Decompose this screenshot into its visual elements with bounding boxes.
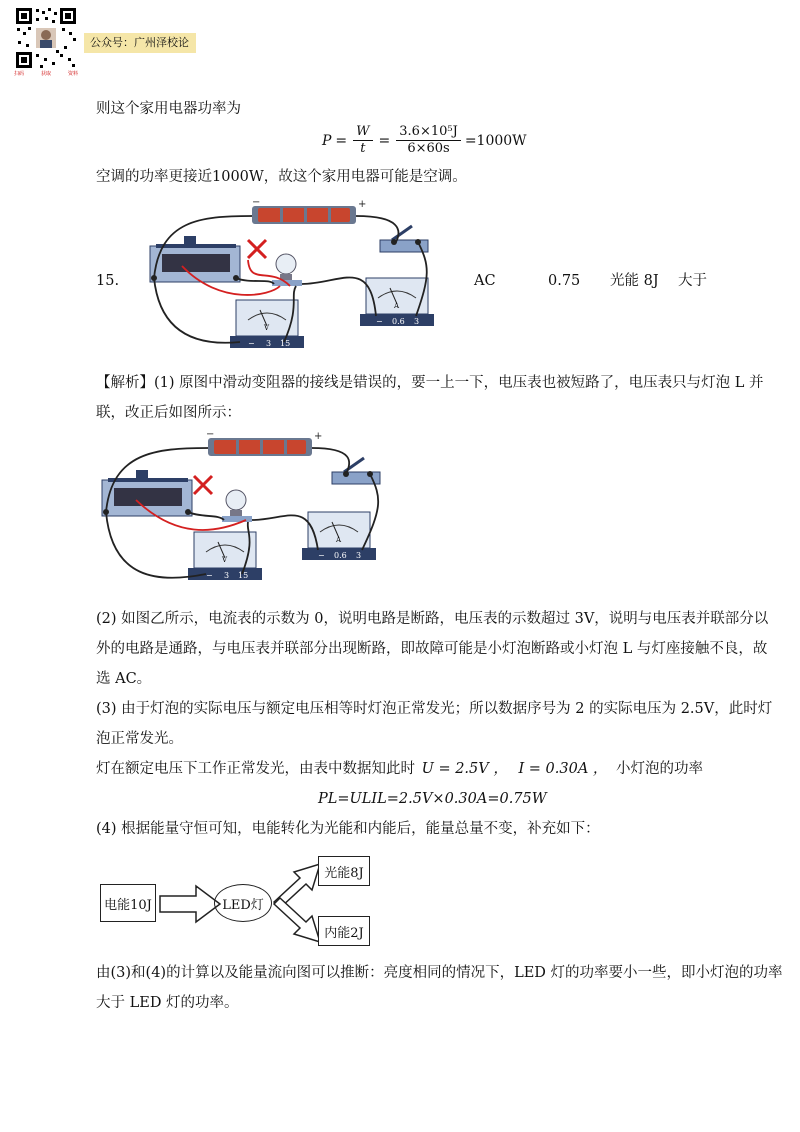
svg-text:−: − — [206, 429, 215, 440]
svg-text:0.6: 0.6 — [334, 551, 347, 560]
answer-1: AC — [474, 273, 496, 289]
energy-input-box: 电能10J — [100, 884, 156, 922]
analysis-p2-line2: 外的电路是通路，与电压表并联部分出现断路，即故障可能是小灯泡断路或小灯泡 L 与灯座接触不良，故 — [96, 641, 768, 657]
qr-code — [14, 6, 78, 70]
svg-text:15: 15 — [280, 339, 291, 348]
error-cross-icon — [248, 240, 266, 258]
rheostat — [150, 236, 240, 282]
error-cross-icon — [194, 476, 212, 494]
arrow-right-icon — [158, 884, 222, 924]
question-number: 15. — [96, 273, 120, 289]
analysis-p3-line3: 灯在额定电压下工作正常发光，由表中数据知此时 U = 2.5V ， I = 0.30A ， 小灯泡的功率 — [96, 761, 704, 777]
wechat-account-banner: 公众号：广州泽校论 — [84, 33, 196, 53]
power-result-formula: PL=ULIL=2.5V×0.30A=0.75W — [318, 791, 547, 807]
svg-text:A: A — [336, 536, 342, 544]
circuit-diagram-1 — [140, 196, 440, 354]
qr-caption: 扫码 获取 资料 — [14, 71, 78, 77]
analysis-p3-line2: 泡正常发光。 — [96, 731, 183, 747]
svg-text:−: − — [248, 339, 255, 348]
svg-text:A: A — [394, 302, 400, 310]
svg-text:0.6: 0.6 — [392, 317, 405, 326]
answer-2: 0.75 — [548, 273, 581, 289]
conclusion-line1: 由(3)和(4)的计算以及能量流向图可以推断：亮度相同的情况下，LED 灯的功率要小一些，即小灯泡的功率 — [96, 965, 783, 981]
svg-text:−: − — [252, 197, 261, 208]
analysis-p3-line1: (3) 由于灯泡的实际电压与额定电压相等时灯泡正常发光；所以数据序号为 2 的实际电压为 2.5V，此时灯 — [96, 701, 773, 717]
intro-line2: 空调的功率更接近1000W，故这个家用电器可能是空调。 — [96, 169, 467, 185]
led-lamp-ellipse: LED灯 — [214, 884, 272, 922]
circuit-diagram-2 — [96, 428, 396, 588]
svg-text:−: − — [318, 551, 325, 560]
analysis-p2-line1: (2) 如图乙所示，电流表的示数为 0，说明电路是断路，电压表的示数超过 3V，说明与电压表并联部分以 — [96, 611, 769, 627]
answer-3: 光能 8J — [610, 273, 659, 289]
ammeter — [360, 278, 434, 326]
svg-text:V: V — [222, 556, 228, 564]
battery — [252, 197, 366, 224]
svg-text:V: V — [264, 324, 270, 332]
voltmeter — [188, 532, 262, 580]
light-energy-box: 光能8J — [318, 856, 370, 886]
heat-energy-box: 内能2J — [318, 916, 370, 946]
conclusion-line2: 大于 LED 灯的功率。 — [96, 995, 239, 1011]
svg-text:−: − — [206, 571, 213, 580]
svg-text:3: 3 — [266, 339, 272, 348]
svg-text:3: 3 — [356, 551, 362, 560]
battery — [206, 429, 322, 456]
analysis-p4-line1: (4) 根据能量守恒可知，电能转化为光能和内能后，能量总量不变，补充如下： — [96, 821, 600, 837]
analysis-p2-line3: 选 AC。 — [96, 671, 152, 687]
svg-text:+: + — [358, 199, 367, 210]
answer-4: 大于 — [678, 273, 707, 289]
fraction-energy-time: $\frac{\text{3.6×10⁵J}}{6\times 60s}$ — [396, 124, 461, 157]
power-formula: P = $\frac{W}{t}$ = $\frac{\text{3.6×10⁵J}}{6\times 60s}$ =1000W — [322, 124, 527, 156]
svg-text:3: 3 — [414, 317, 420, 326]
fraction-w-t: $\frac{W}{t}$ — [353, 124, 372, 157]
analysis-p1-line1: 【解析】(1) 原图中滑动变阻器的接线是错误的，要一上一下，电压表也被短路了，电压表只与灯泡 L 并 — [96, 375, 764, 391]
svg-text:15: 15 — [238, 571, 249, 580]
analysis-p1-line2: 联，改正后如图所示： — [96, 405, 241, 421]
light-bulb-icon — [272, 254, 302, 286]
svg-text:3: 3 — [224, 571, 230, 580]
ammeter — [302, 512, 376, 560]
intro-line1: 则这个家用电器功率为 — [96, 101, 241, 117]
svg-text:+: + — [314, 431, 323, 442]
svg-text:−: − — [376, 317, 383, 326]
light-bulb-icon — [222, 490, 252, 522]
